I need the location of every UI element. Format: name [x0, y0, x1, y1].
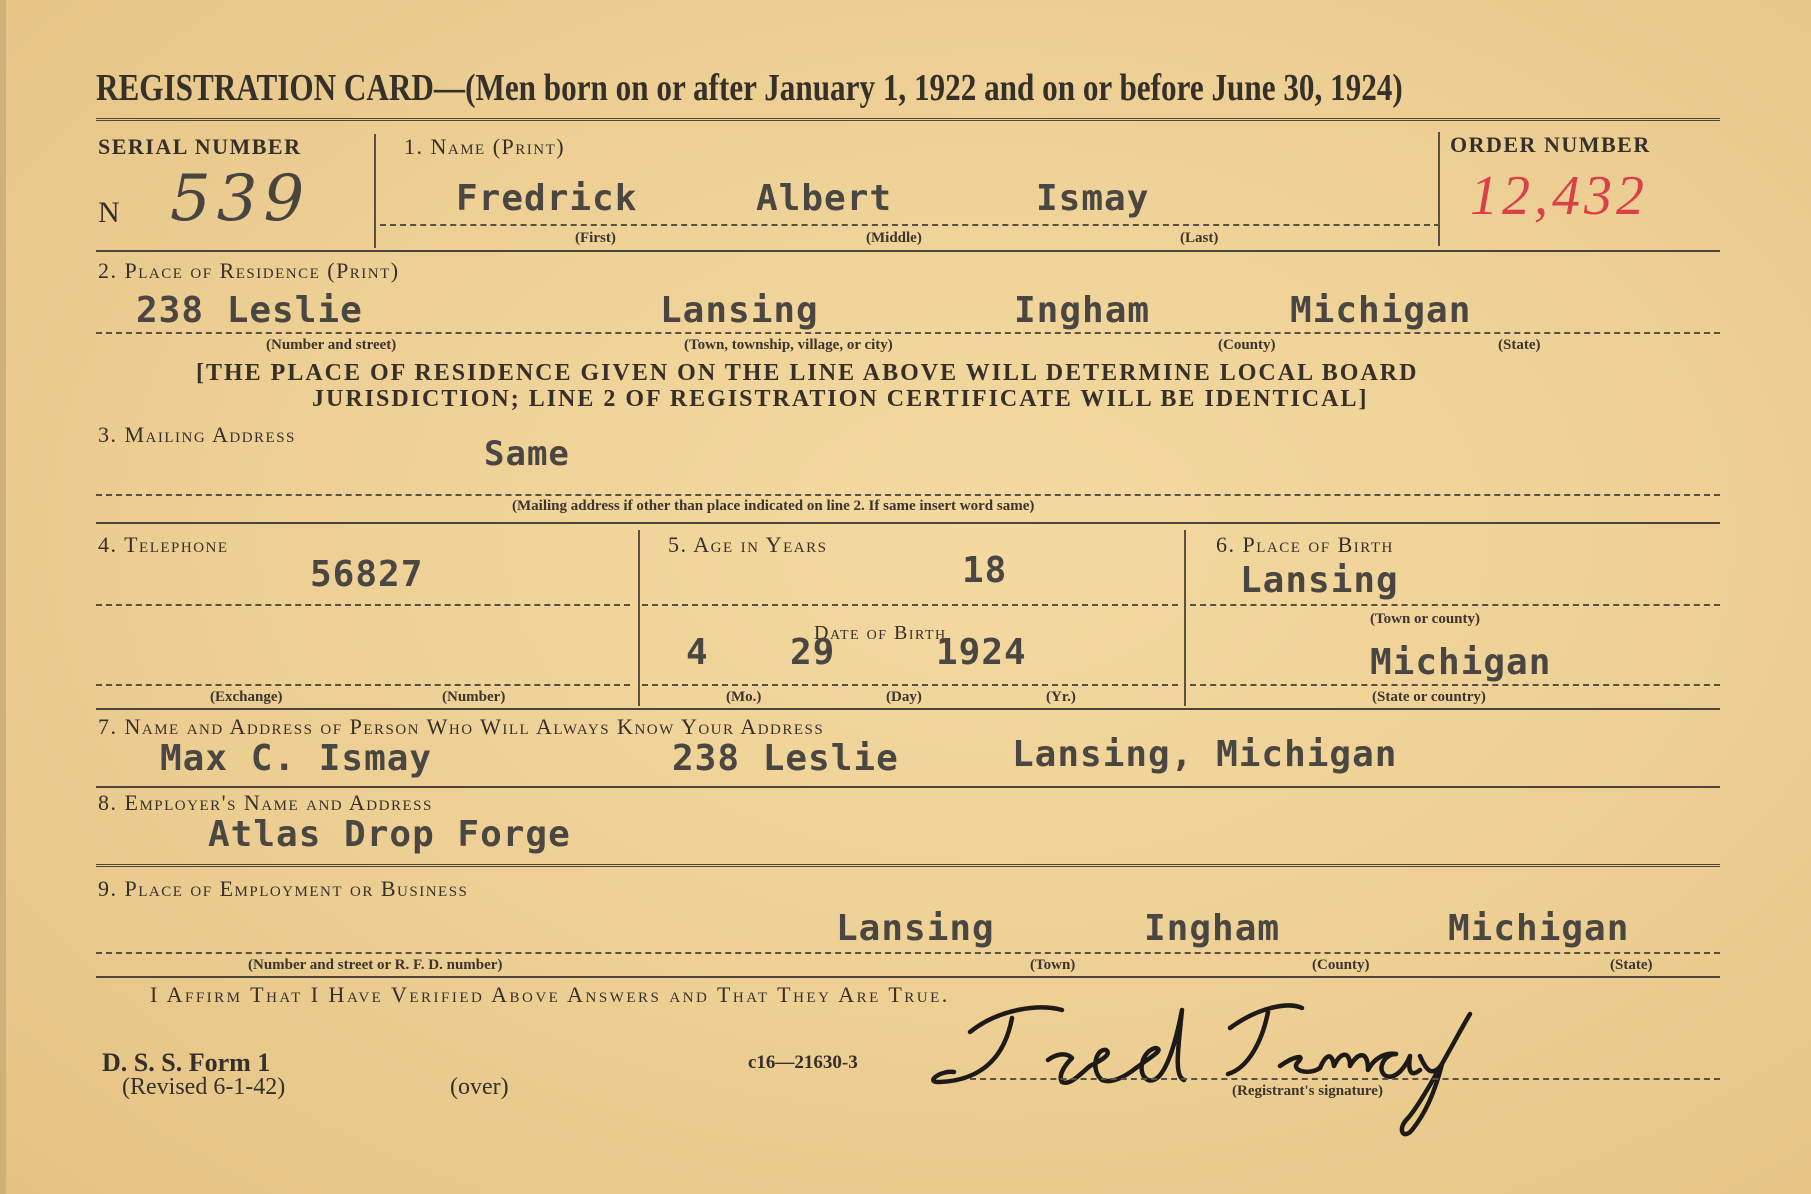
employment-county-caption: (County) — [1312, 957, 1370, 973]
card-edge — [0, 0, 6, 1194]
employment-state-caption: (State) — [1610, 957, 1653, 973]
telephone-line — [96, 604, 630, 606]
employment-state: Michigan — [1448, 908, 1630, 949]
registrant-signature — [930, 990, 1490, 1150]
form-revision: (Revised 6-1-42) — [122, 1074, 286, 1100]
birth-line — [1190, 604, 1720, 606]
contact-label: 7. Name and Address of Person Who Will Always Know Your Address — [98, 714, 825, 739]
jurisdiction-notice: JURISDICTION; LINE 2 OF REGISTRATION CERTIFICATE WILL BE IDENTICAL] — [312, 386, 1369, 412]
state-caption: (State) — [1498, 337, 1541, 353]
card-title: REGISTRATION CARD—(Men born on or after January 1, 1922 and on or before June 30, 1924) — [96, 67, 1403, 109]
divider — [1184, 530, 1186, 706]
street-caption: (Number and street) — [266, 337, 397, 353]
affirmation: I Affirm That I Have Verified Above Answers and That They Are True. — [150, 982, 950, 1007]
serial-prefix: N — [98, 196, 120, 229]
dob-month: 4 — [686, 632, 709, 673]
middle-name: Albert — [756, 178, 893, 219]
contact-name: Max C. Ismay — [160, 738, 433, 779]
exchange-caption: (Exchange) — [210, 689, 283, 705]
row-rule — [96, 786, 1720, 788]
row-rule — [96, 708, 1720, 710]
telephone-value: 56827 — [310, 554, 424, 595]
divider — [1438, 132, 1440, 246]
serial-number-label: SERIAL NUMBER — [98, 134, 302, 159]
form-number: D. S. S. Form 1 — [102, 1048, 271, 1077]
birthplace-label: 6. Place of Birth — [1216, 532, 1394, 557]
serial-number-value: 539 — [170, 162, 311, 236]
town-caption: (Town, township, village, or city) — [684, 337, 893, 353]
employment-label: 9. Place of Employment or Business — [98, 876, 469, 901]
order-number-label: ORDER NUMBER — [1450, 132, 1651, 157]
dob-year: 1924 — [936, 632, 1027, 673]
birth-town-caption: (Town or county) — [1370, 611, 1481, 627]
title-rule — [96, 118, 1720, 121]
telephone-line — [96, 684, 630, 686]
dob-line — [642, 684, 1178, 686]
divider — [374, 134, 376, 248]
residence-label: 2. Place of Residence (Print) — [98, 258, 400, 283]
employment-line — [96, 952, 1720, 954]
employer-label: 8. Employer's Name and Address — [98, 790, 433, 815]
mailing-caption: (Mailing address if other than place indicated on line 2. If same insert word same) — [512, 498, 1035, 514]
birth-line — [1190, 684, 1720, 686]
employment-town-caption: (Town) — [1030, 957, 1076, 973]
row-rule — [96, 522, 1720, 524]
over-note: (over) — [450, 1074, 509, 1100]
last-caption: (Last) — [1180, 230, 1219, 246]
age-line — [642, 604, 1178, 606]
residence-street: 238 Leslie — [136, 290, 363, 331]
mailing-value: Same — [484, 434, 570, 474]
birth-state: Michigan — [1370, 642, 1552, 683]
contact-street: 238 Leslie — [672, 738, 899, 779]
dob-label: Date of Birth — [814, 622, 947, 644]
mo-caption: (Mo.) — [726, 689, 762, 705]
mailing-line — [96, 494, 1720, 496]
print-code: c16—21630-3 — [748, 1052, 858, 1073]
last-name: Ismay — [1036, 178, 1150, 219]
middle-caption: (Middle) — [866, 230, 922, 246]
yr-caption: (Yr.) — [1046, 689, 1076, 705]
row-rule — [96, 976, 1720, 978]
row-rule — [96, 250, 1720, 252]
birth-town: Lansing — [1240, 560, 1399, 601]
name-line — [380, 224, 1440, 226]
employment-street-caption: (Number and street or R. F. D. number) — [248, 957, 503, 973]
county-caption: (County) — [1218, 337, 1276, 353]
name-label: 1. Name (Print) — [404, 134, 566, 159]
telephone-label: 4. Telephone — [98, 532, 229, 557]
residence-state: Michigan — [1290, 290, 1472, 331]
signature-caption: (Registrant's signature) — [1232, 1083, 1383, 1099]
residence-line — [96, 332, 1720, 334]
employer-value: Atlas Drop Forge — [208, 814, 571, 855]
birth-state-caption: (State or country) — [1372, 689, 1486, 705]
order-number-value: 12,432 — [1470, 165, 1648, 227]
age-value: 18 — [962, 550, 1008, 591]
first-caption: (First) — [575, 230, 616, 246]
age-label: 5. Age in Years — [668, 532, 828, 557]
residence-county: Ingham — [1014, 290, 1151, 331]
signature-line — [970, 1078, 1720, 1080]
employment-county: Ingham — [1144, 908, 1281, 949]
row-rule — [96, 864, 1720, 867]
contact-city: Lansing, Michigan — [1012, 734, 1398, 775]
number-caption: (Number) — [442, 689, 506, 705]
residence-town: Lansing — [660, 290, 819, 331]
mailing-label: 3. Mailing Address — [98, 422, 296, 447]
dob-day: 29 — [790, 632, 836, 673]
divider — [638, 530, 640, 706]
first-name: Fredrick — [456, 178, 638, 219]
day-caption: (Day) — [886, 689, 922, 705]
employment-town: Lansing — [836, 908, 995, 949]
jurisdiction-notice: [THE PLACE OF RESIDENCE GIVEN ON THE LINE ABOVE WILL DETERMINE LOCAL BOARD — [196, 360, 1419, 386]
